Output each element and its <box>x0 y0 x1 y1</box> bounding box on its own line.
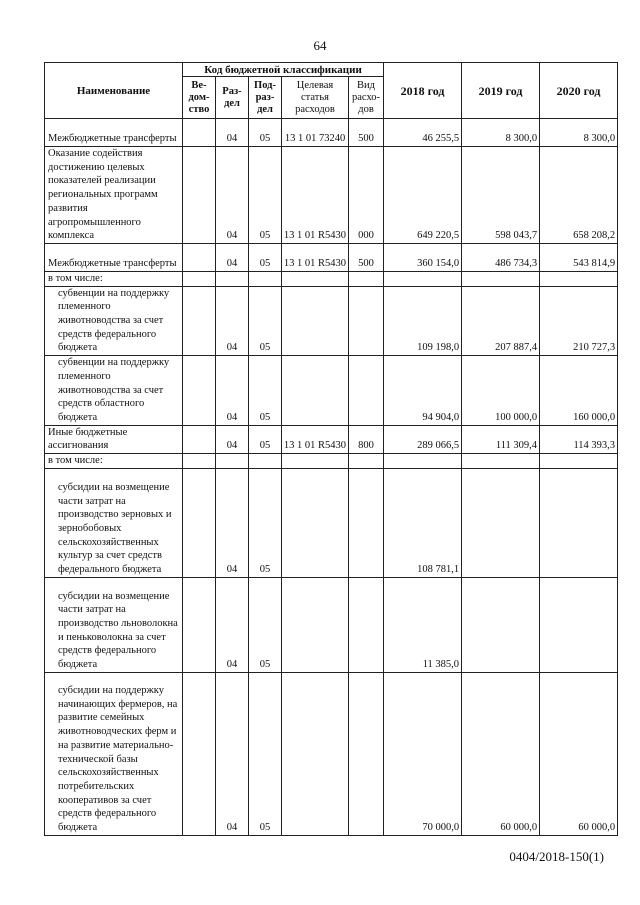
cell-2019: 486 734,3 <box>462 243 540 271</box>
cell-expense-type: 500 <box>349 243 384 271</box>
table-row <box>45 243 618 271</box>
table-row <box>45 425 618 453</box>
table-row <box>45 454 618 469</box>
header-year-2018: 2018 год <box>384 63 462 119</box>
cell-department <box>183 119 216 147</box>
cell-2018: 649 220,5 <box>384 147 462 244</box>
header-subsection: Под- раз- дел <box>249 77 282 119</box>
header-name: Наименование <box>45 63 183 119</box>
cell-name: в том числе: <box>45 271 183 286</box>
cell-name <box>45 286 183 356</box>
cell-target-article <box>282 577 349 672</box>
cell-department <box>183 356 216 426</box>
cell-expense-type <box>349 468 384 577</box>
header-classification-group: Код бюджетной классификации <box>183 63 384 77</box>
document-code: 0404/2018-150(1) <box>509 849 604 864</box>
cell-name: Оказание содействия достижению целевых показателей реализации региональных программ развития агропромышленного комплекса <box>45 147 183 244</box>
cell-2018: 289 066,5 <box>384 425 462 453</box>
cell-target-article: 13 1 01 R5430 <box>282 425 349 453</box>
cell-section: 04 <box>216 147 249 244</box>
cell-name <box>45 356 183 426</box>
header-year-2019: 2019 год <box>462 63 540 119</box>
cell-2019: 598 043,7 <box>462 147 540 244</box>
cell-2019: 8 300,0 <box>462 119 540 147</box>
cell-expense-type <box>349 577 384 672</box>
cell-name: Иные бюджетные ассигнования <box>45 425 183 453</box>
cell-subsection: 05 <box>249 147 282 244</box>
cell-name-text: субвенции на поддержку племенного животноводства за счет средств областного бюджета <box>58 357 170 423</box>
cell-2018: 46 255,5 <box>384 119 462 147</box>
cell-expense-type <box>349 286 384 356</box>
cell-2019: 100 000,0 <box>462 356 540 426</box>
cell-2020 <box>540 577 618 672</box>
cell-name <box>45 672 183 835</box>
cell-2020: 210 727,3 <box>540 286 618 356</box>
table-row <box>45 147 618 244</box>
cell-2020: 658 208,2 <box>540 147 618 244</box>
cell-2019: 60 000,0 <box>462 672 540 835</box>
header-section: Раз- дел <box>216 77 249 119</box>
cell-target-article <box>282 356 349 426</box>
cell-section: 04 <box>216 425 249 453</box>
budget-table <box>44 62 618 836</box>
cell-target-article: 13 1 01 R5430 <box>282 147 349 244</box>
cell-expense-type: 800 <box>349 425 384 453</box>
cell-name: в том числе: <box>45 454 183 469</box>
cell-department <box>183 271 216 286</box>
cell-department <box>183 577 216 672</box>
header-target-article: Целевая статья расходов <box>282 77 349 119</box>
cell-target-article <box>282 271 349 286</box>
cell-section: 04 <box>216 468 249 577</box>
cell-name: Межбюджетные трансферты <box>45 243 183 271</box>
cell-2020 <box>540 468 618 577</box>
table-row <box>45 356 618 426</box>
cell-subsection: 05 <box>249 119 282 147</box>
table-row <box>45 119 618 147</box>
cell-expense-type: 000 <box>349 147 384 244</box>
header-department: Ве- дом- ство <box>183 77 216 119</box>
table-row <box>45 577 618 672</box>
cell-department <box>183 425 216 453</box>
table-row <box>45 672 618 835</box>
cell-target-article <box>282 286 349 356</box>
cell-2019 <box>462 577 540 672</box>
cell-2018 <box>384 271 462 286</box>
table-row <box>45 286 618 356</box>
cell-target-article <box>282 672 349 835</box>
cell-name-text: субсидии на возмещение части затрат на производство льноволокна и пеньковолокна за счет средств федерального бюджета <box>58 590 178 671</box>
cell-section: 04 <box>216 243 249 271</box>
cell-subsection: 05 <box>249 243 282 271</box>
cell-2020: 543 814,9 <box>540 243 618 271</box>
cell-name <box>45 468 183 577</box>
cell-department <box>183 468 216 577</box>
cell-target-article <box>282 454 349 469</box>
cell-2020: 8 300,0 <box>540 119 618 147</box>
cell-name-text: субсидии на возмещение части затрат на производство зерновых и зернобобовых сельскохозяйственных культур за счет средств федерального бюджета <box>58 481 172 576</box>
cell-2019: 111 309,4 <box>462 425 540 453</box>
cell-section: 04 <box>216 119 249 147</box>
cell-subsection: 05 <box>249 356 282 426</box>
cell-expense-type <box>349 454 384 469</box>
cell-subsection: 05 <box>249 577 282 672</box>
cell-expense-type <box>349 672 384 835</box>
cell-department <box>183 147 216 244</box>
cell-2018 <box>384 454 462 469</box>
cell-2018: 94 904,0 <box>384 356 462 426</box>
cell-subsection: 05 <box>249 672 282 835</box>
cell-2019 <box>462 271 540 286</box>
cell-target-article <box>282 468 349 577</box>
cell-2018: 108 781,1 <box>384 468 462 577</box>
cell-2018: 109 198,0 <box>384 286 462 356</box>
cell-2019 <box>462 454 540 469</box>
cell-section <box>216 454 249 469</box>
cell-2018: 360 154,0 <box>384 243 462 271</box>
cell-2019 <box>462 468 540 577</box>
cell-subsection <box>249 454 282 469</box>
cell-2020 <box>540 271 618 286</box>
page-number: 64 <box>313 38 327 53</box>
cell-subsection: 05 <box>249 286 282 356</box>
cell-section: 04 <box>216 286 249 356</box>
table-row <box>45 271 618 286</box>
cell-target-article: 13 1 01 R5430 <box>282 243 349 271</box>
cell-department <box>183 286 216 356</box>
cell-name <box>45 577 183 672</box>
cell-2019: 207 887,4 <box>462 286 540 356</box>
cell-expense-type <box>349 356 384 426</box>
cell-expense-type: 500 <box>349 119 384 147</box>
cell-department <box>183 454 216 469</box>
cell-2020: 160 000,0 <box>540 356 618 426</box>
cell-name-text: субсидии на поддержку начинающих фермеров, на развитие семейных животноводческих ферм и на развитие материально-технической базы сельскохозяйственных потребительских кооперативов за счет средств федерального бюджета <box>58 685 178 834</box>
cell-2020: 60 000,0 <box>540 672 618 835</box>
header-year-2020: 2020 год <box>540 63 618 119</box>
table-row <box>45 468 618 577</box>
cell-2020 <box>540 454 618 469</box>
cell-subsection: 05 <box>249 468 282 577</box>
header-expense-type: Вид расхо- дов <box>349 77 384 119</box>
cell-section: 04 <box>216 672 249 835</box>
cell-subsection <box>249 271 282 286</box>
cell-name: Межбюджетные трансферты <box>45 119 183 147</box>
cell-name-text: субвенции на поддержку племенного животноводства за счет средств федерального бюджета <box>58 287 170 354</box>
cell-section <box>216 271 249 286</box>
cell-subsection: 05 <box>249 425 282 453</box>
cell-section: 04 <box>216 577 249 672</box>
cell-expense-type <box>349 271 384 286</box>
cell-2020: 114 393,3 <box>540 425 618 453</box>
cell-2018: 70 000,0 <box>384 672 462 835</box>
cell-department <box>183 672 216 835</box>
cell-section: 04 <box>216 356 249 426</box>
cell-2018: 11 385,0 <box>384 577 462 672</box>
table-body <box>45 119 618 836</box>
cell-target-article: 13 1 01 73240 <box>282 119 349 147</box>
cell-department <box>183 243 216 271</box>
